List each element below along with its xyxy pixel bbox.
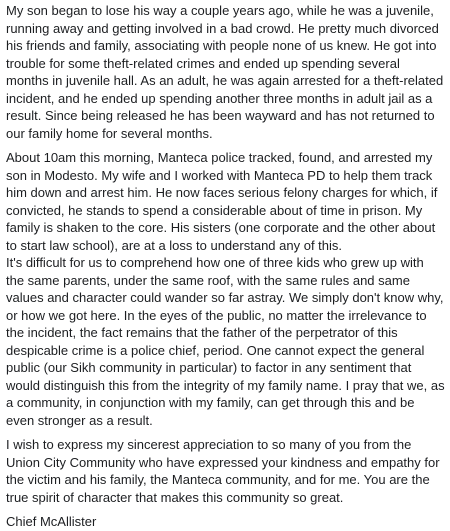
paragraph-arrest: About 10am this morning, Manteca police tracked, found, and arrested my son in Modesto. My wife and I worked with Manteca PD to help them track him down and arrest him. He now faces serious felony charges for which, if convicted, he stands to spend a considerable about of time in prison. My family is shaken to the core. His sisters (one corporate and the other about to start law school), are at a loss to understand any of this. [6,150,438,253]
paragraph-son-background: My son began to lose his way a couple years ago, while he was a juvenile, running away and getting involved in a bad crowd. He pretty much divorced his friends and family, associating with people none of us knew. He got into trouble for some theft-related crimes and ended up spending several months in juvenile hall. As an adult, he was again arrested for a theft-related incident, and he ended up spending another three months in adult jail as a result. Since being released he has been wayward and has not returned to our family home for several months. [6,3,444,141]
paragraph-appreciation: I wish to express my sincerest appreciation to so many of you from the Union City Community who have expressed your kindness and empathy for the victim and his family, the Manteca community, and for me. You are the true spirit of character that makes this community so great. [6,437,440,505]
paragraph-reflection: It's difficult for us to comprehend how one of three kids who grew up with the same parents, under the same roof, with the same rules and same values and character could wander so far astray. We simply don't know why, or how we got here. In the eyes of the public, no matter the irrelevance to the incident, the fact remains that the father of the perpetrator of this despicable crime is a police chief, period. One cannot expect the general public (our Sikh community in particular) to factor in any sentiment that would distinguish this from the integrity of my family name. I pray that we, as a community, in conjunction with my family, can get through this and be even stronger as a result. [6,255,445,428]
signature: Chief McAllister [6,514,97,529]
